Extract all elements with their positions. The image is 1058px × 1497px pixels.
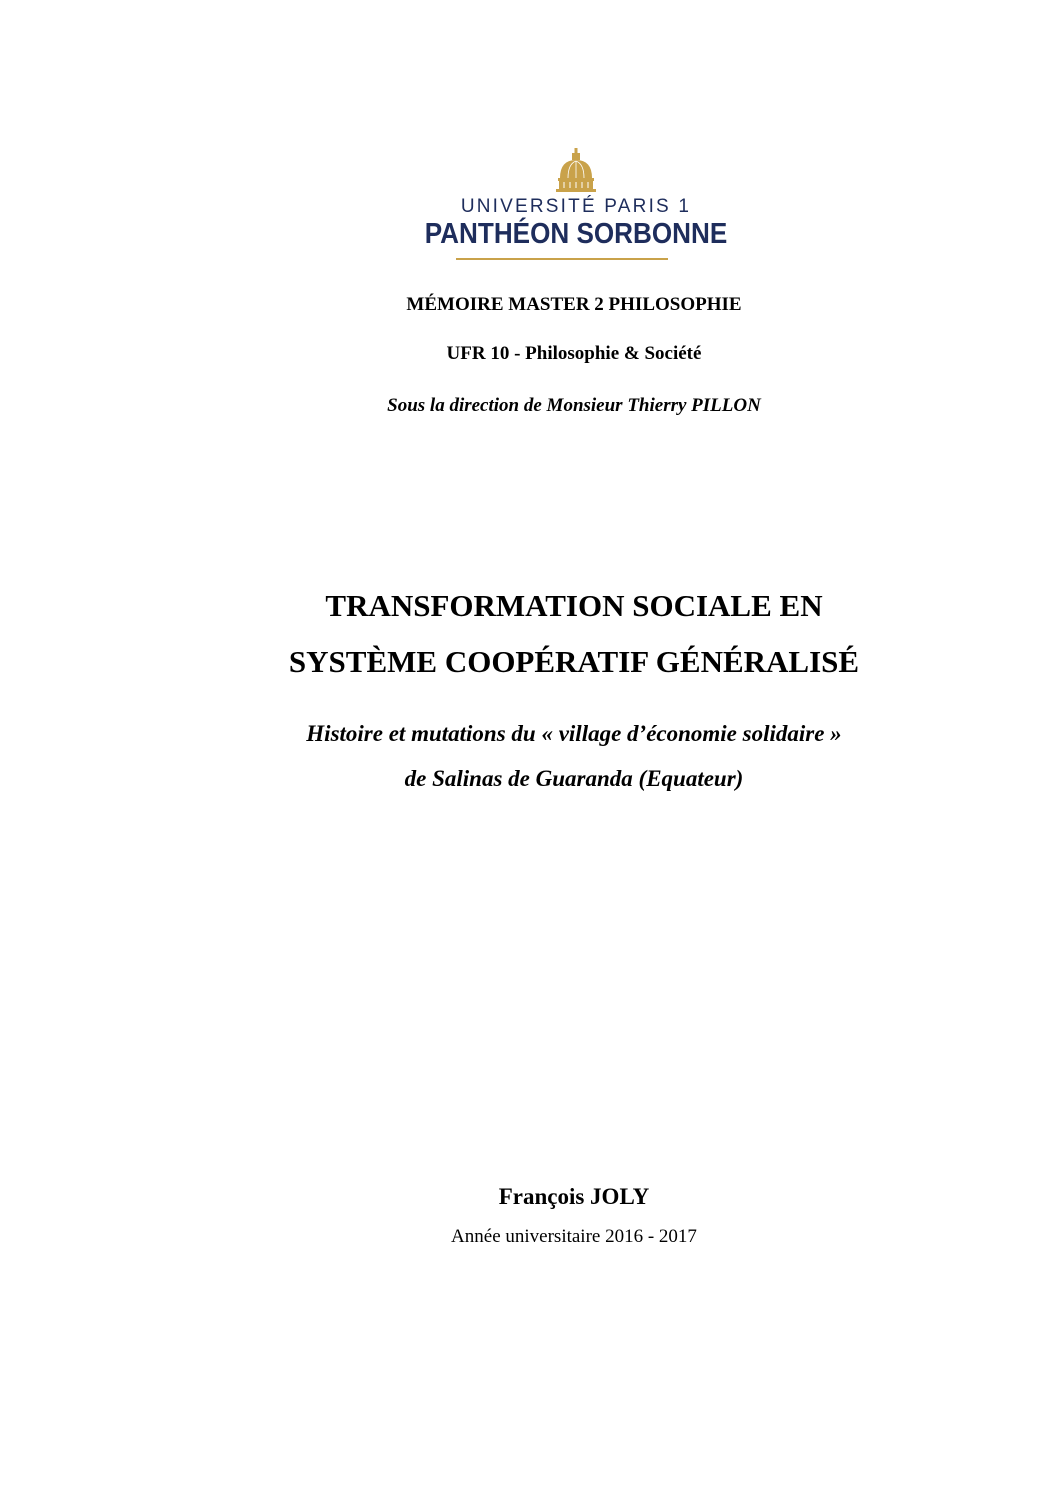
logo-university-name: UNIVERSITÉ PARIS 1 [460,196,692,217]
pantheon-dome-icon [552,148,600,194]
main-title-line-1: TRANSFORMATION SOCIALE EN [325,588,823,623]
university-logo [404,148,748,263]
subtitle-line-2: de Salinas de Guaranda (Equateur) [404,766,744,791]
supervisor-line: Sous la direction de Monsieur Thierry PILLON [387,395,761,416]
ufr-line: UFR 10 - Philosophie & Société [446,343,702,364]
academic-year: Année universitaire 2016 - 2017 [451,1226,697,1247]
memoire-heading: MÉMOIRE MASTER 2 PHILOSOPHIE [406,294,742,315]
logo-pantheon-sorbonne: PANTHÉON SORBONNE [424,218,728,250]
author-name: François JOLY [498,1184,650,1209]
main-title-line-2: SYSTÈME COOPÉRATIF GÉNÉRALISÉ [288,644,860,679]
logo-underline [456,258,668,260]
subtitle-line-1: Histoire et mutations du « village d’économie solidaire » [306,721,842,746]
